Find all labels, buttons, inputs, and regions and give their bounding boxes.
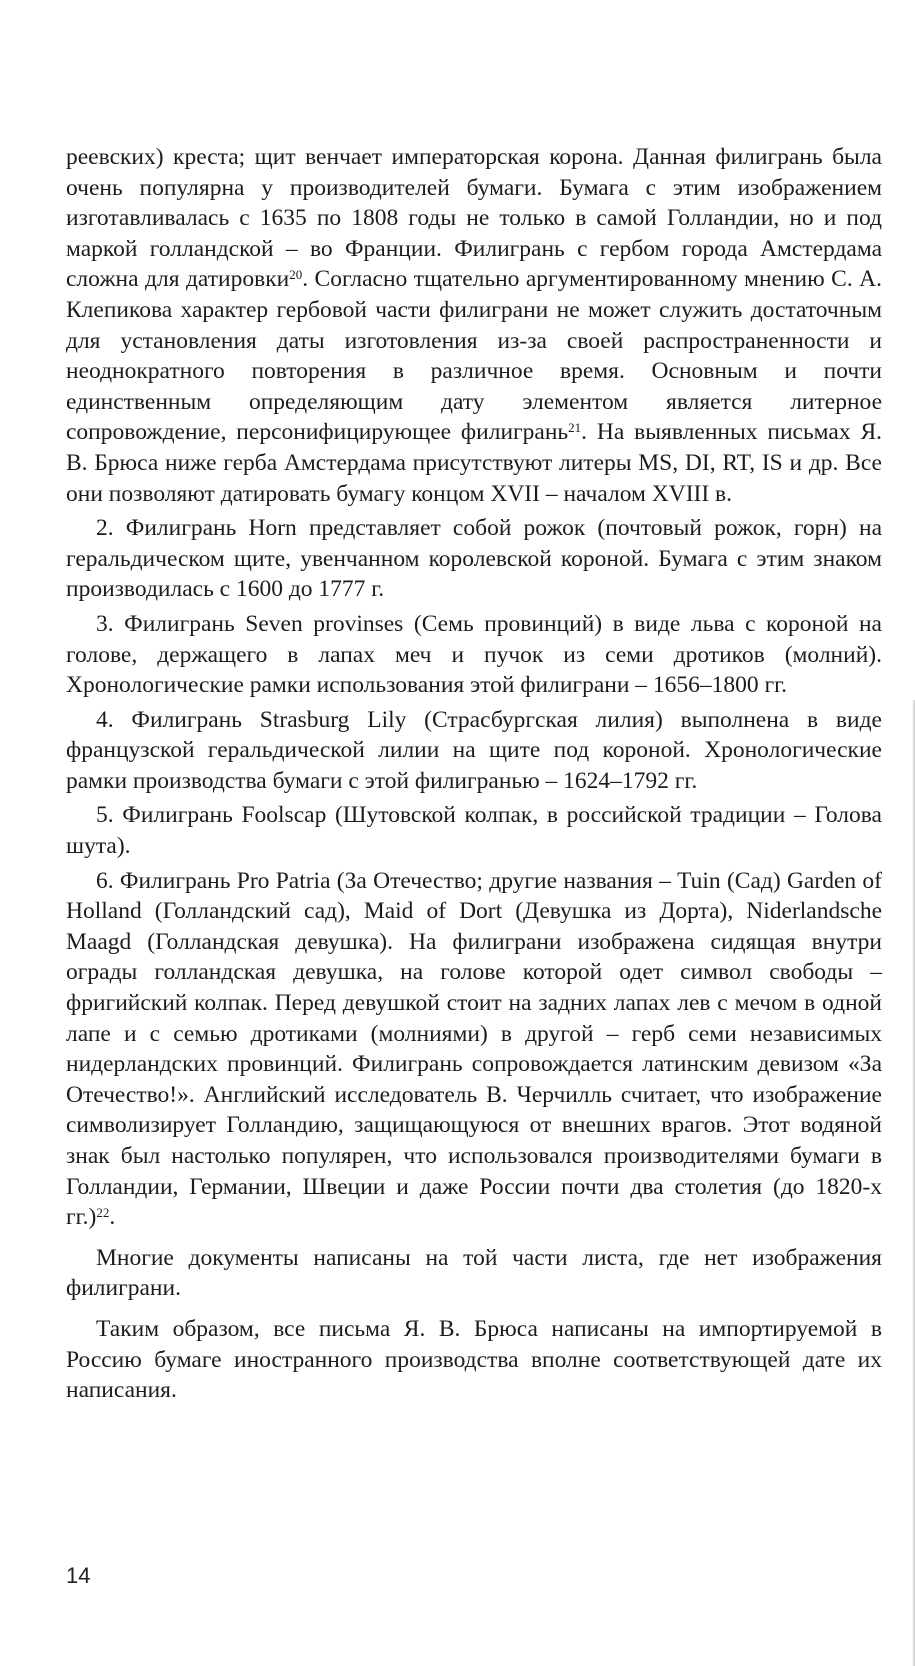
footnote-ref-21: 21 xyxy=(568,420,582,436)
paragraph-4: 4. Филигрань Strasburg Lily (Страсбургская лилия) выполнена в виде французской геральдической лилии на щите под короной. Хронологические рамки производства бумаги с этой филигранью – 1624–1792 гг. xyxy=(66,706,882,794)
paragraph-7: Многие документы написаны на той части листа, где нет изображения филиграни. xyxy=(66,1244,882,1302)
paragraph-5: 5. Филигрань Foolscap (Шутовской колпак, в российской традиции – Голова шута). xyxy=(66,802,882,860)
footnote-ref-20: 20 xyxy=(289,267,303,283)
paragraph-2: 2. Филигрань Horn представляет собой рожок (почтовый рожок, горн) на геральдическом щите, увенчанном королевской короной. Бумага с этим знаком производилась с 1600 до 1777 г. xyxy=(66,515,882,603)
paragraph-3: 3. Филигрань Seven provinses (Семь провинций) в виде льва с короной на голове, держащего в лапах меч и пучок из семи дротиков (молний). Хронологические рамки использования этой филиграни – 1656–1800 гг. xyxy=(66,610,882,699)
paragraph-6: 6. Филигрань Pro Patria (За Отечество; другие названия – Tuin (Сад) Garden of Holland (Голландский сад), Maid of Dort (Девушка из Дорта), Niderlandsche Maagd (Голландская девушка). На филиграни изображена сидящая внутри ограды голландская девушка, на голове которой одет символ свободы – фригийский колпак. Перед девушкой стоит на задних лапах лев с мечом в одной лапе и с семью дротиками (молниями) в другой – герб семи независимых нидерландских провинций. Филигрань сопровождается латинским девизом «За Отечество!». Английский исследователь В. Черчилль считает, что изображение символизирует Голландию, защищающуюся от внешних врагов. Этот водяной знак был настолько популярен, что использовался производителями бумаги в Голландии, Германии, Швеции и даже России почти два столетия (до 1820-х гг.)$^{22}$. xyxy=(66,867,882,1231)
paragraph-8: Таким образом, все письма Я. В. Брюса написаны на импортируемой в Россию бумаге иностранного производства вполне соответствующей дате их написания. xyxy=(66,1315,882,1404)
page-body xyxy=(66,142,882,1406)
footnote-ref-22: 22 xyxy=(96,1205,110,1221)
paragraph-1: реевских) креста; щит венчает императорская корона. Данная филигрань была очень популярна у производителей бумаги. Бумага с этим изображением изготавливалась с 1635 по 1808 годы не только в самой Голландии, но и под маркой голландской – во Франции. Филигрань с гербом города Амстердама сложна для датировки$^{20}$. Согласно тщательно аргументированному мнению С. А. Клепикова характер гербовой части филиграни не может служить достаточным для установления даты изготовления из-за своей распространенности и неоднократного повторения в различное время. Основным и почти единственным определяющим дату элементом является литерное сопровождение, персонифицирующее филигрань$^{21}$. На выявленных письмах Я. В. Брюса ниже герба Амстердама присутствуют литеры MS, DI, RT, IS и др. Все они позволяют датировать бумагу концом XVII – началом XVIII в. xyxy=(66,144,882,507)
page-number: 14 xyxy=(66,1563,91,1588)
